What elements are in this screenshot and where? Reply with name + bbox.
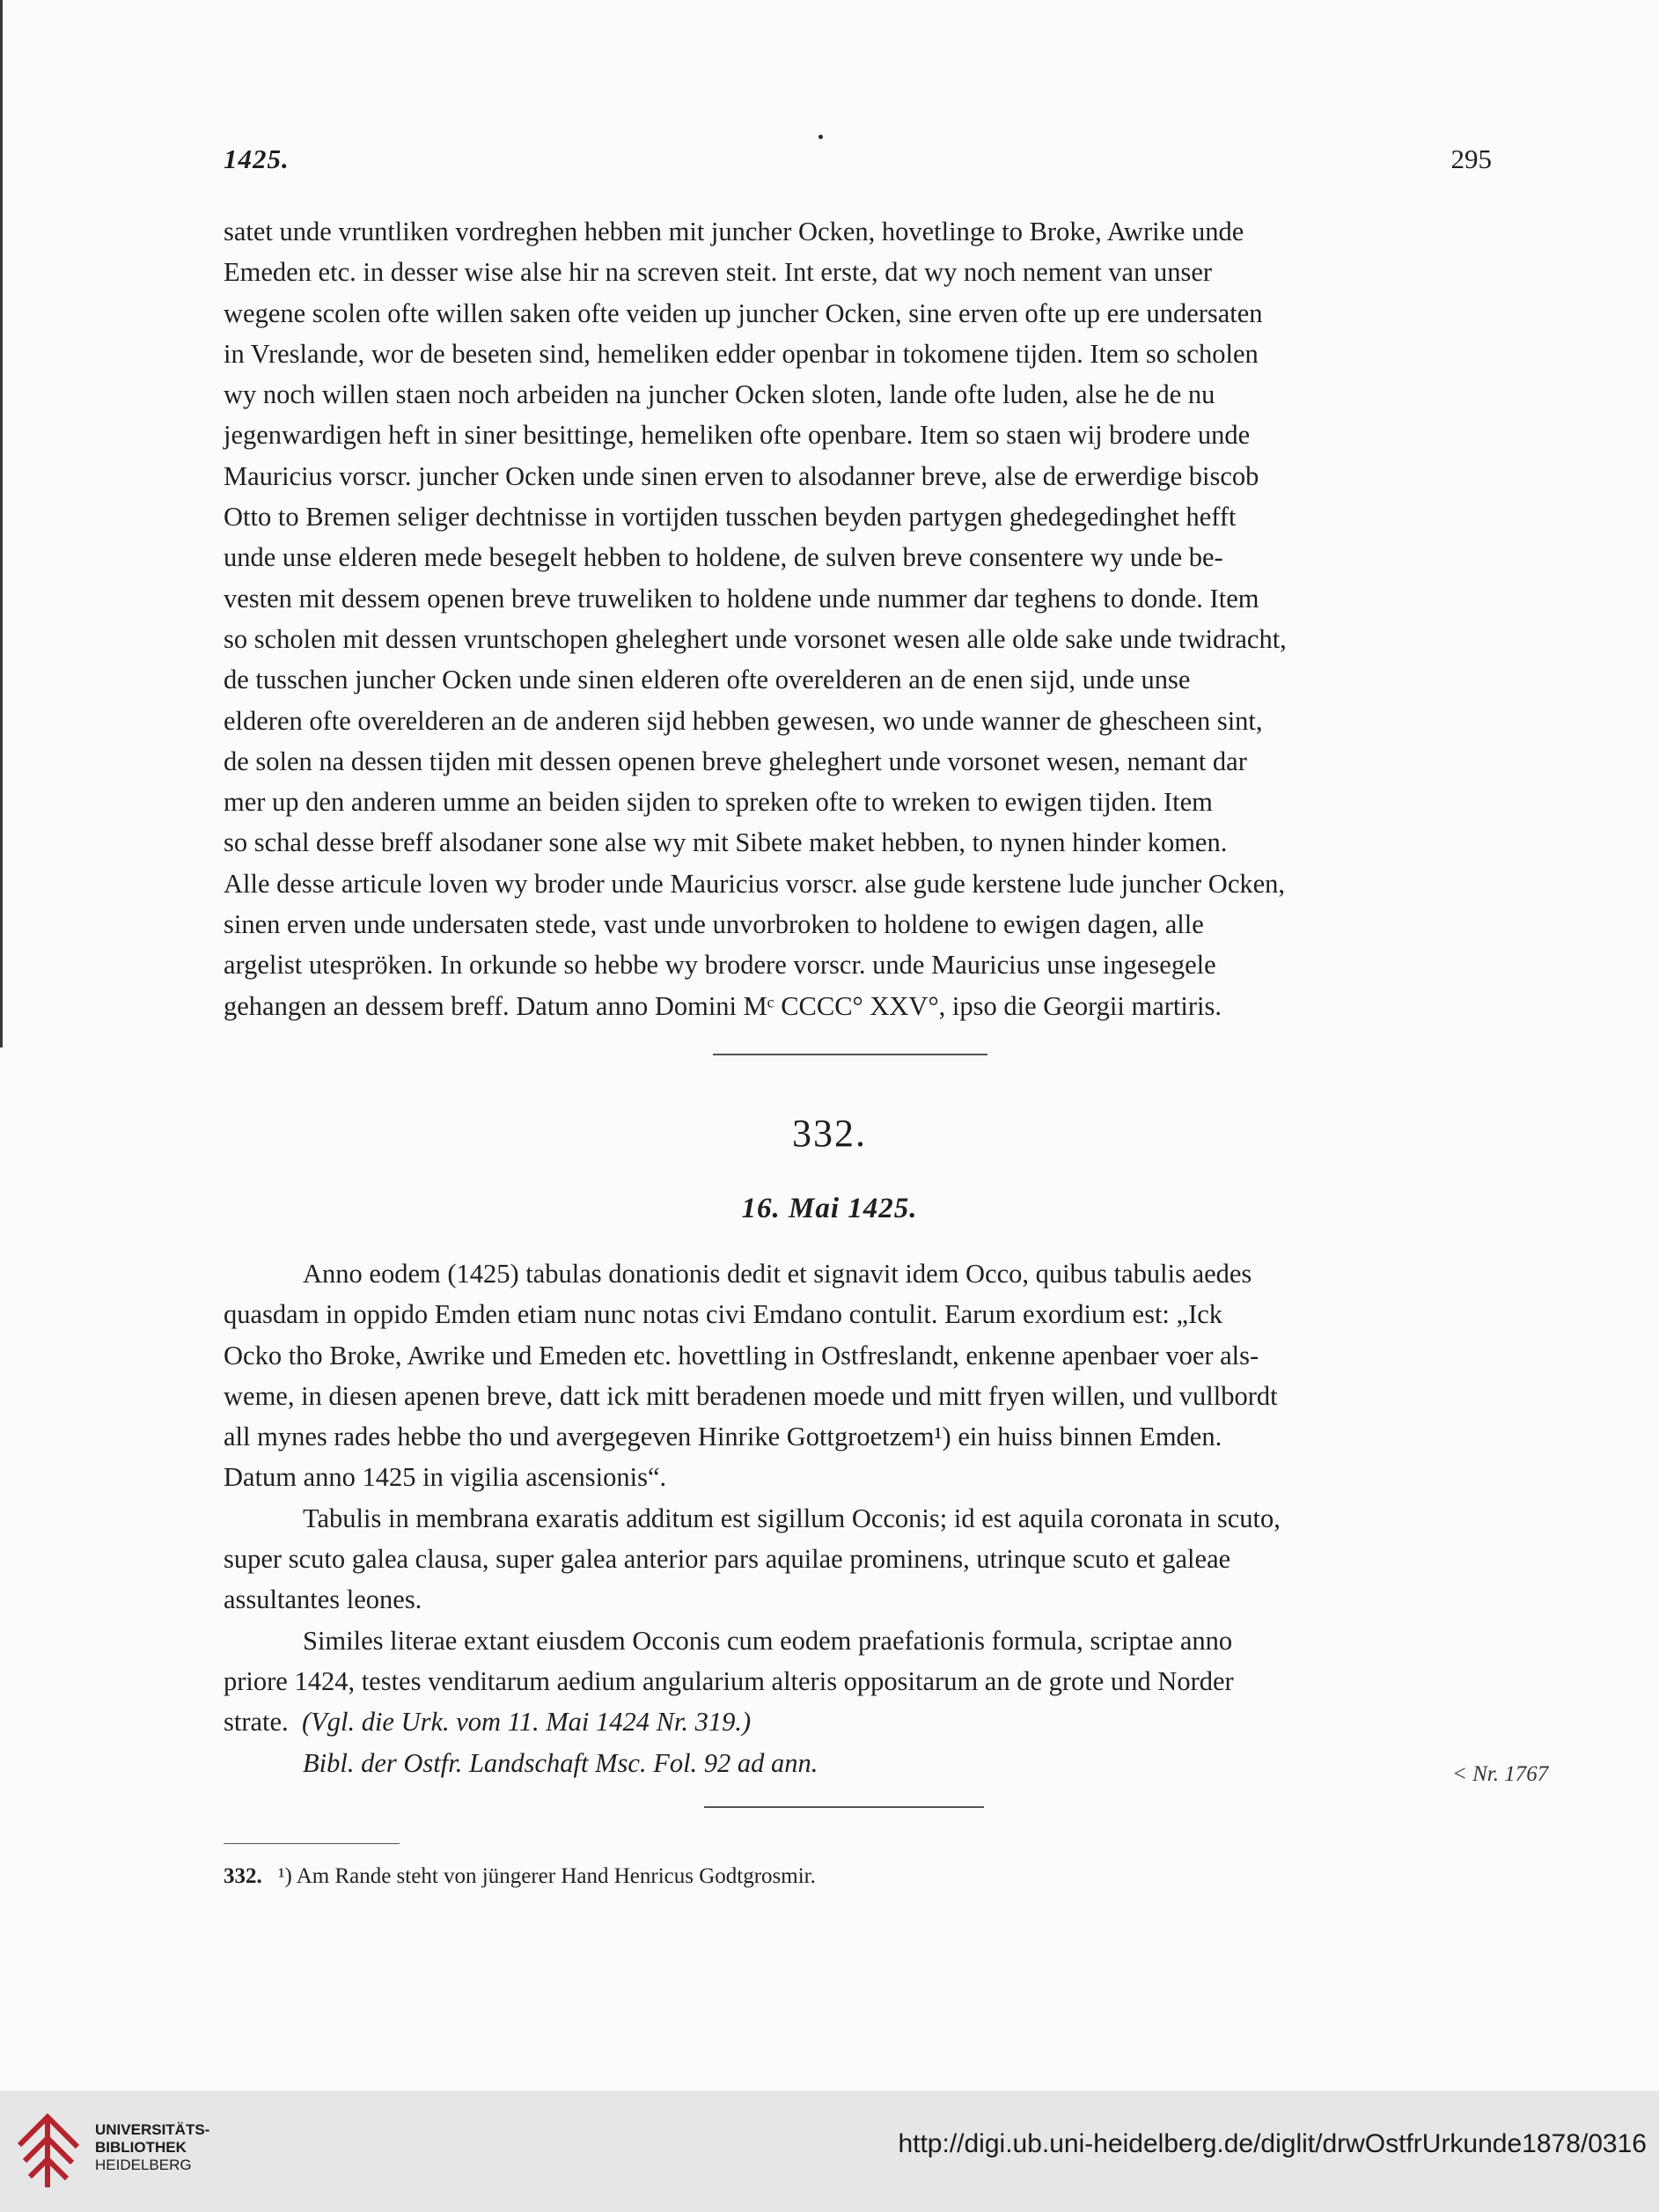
- library-line-3: HEIDELBERG: [95, 2157, 192, 2173]
- running-head-year: 1425.: [224, 143, 290, 174]
- text-line: priore 1424, testes venditarum aedium angularium alteris oppositarum an de grote und Norder: [224, 1665, 1234, 1696]
- text-line: vesten mit dessem openen breve truweliken to holdene unde nummer dar teghens to donde. Item: [224, 583, 1259, 614]
- text-fragment: strate.: [224, 1707, 289, 1738]
- text-line: wegene scolen ofte willen saken ofte veiden up juncher Ocken, sine erven ofte up ere undersaten: [224, 298, 1263, 328]
- speck-mark: [818, 135, 823, 139]
- footnote: [224, 1864, 816, 1889]
- text-line: jegenwardigen heft in siner besittinge, hemeliken ofte openbare. Item so staen wij brodere unde: [224, 420, 1251, 451]
- continuation-text: [224, 211, 1491, 1026]
- text-line: Similes literae extant eiusdem Occonis cum eodem praefationis formula, scriptae anno: [303, 1625, 1233, 1656]
- text-line: all mynes rades hebbe tho und avergegeven Hinrike Gottgroetzem¹) ein huiss binnen Emden.: [224, 1422, 1222, 1452]
- text-line: weme, in diesen apenen breve, datt ick mitt beradenen moede und mitt fryen willen, und vullbordt: [224, 1380, 1278, 1411]
- text-line: quasdam in oppido Emden etiam nunc notas civi Emdano contulit. Earum exordium est: „Ick: [224, 1299, 1223, 1330]
- section-divider: [713, 1054, 987, 1055]
- text-line: in Vreslande, wor de beseten sind, hemeliken edder openbar in tokomene tijden. Item so scholen: [224, 338, 1259, 369]
- text-line: Datum anno 1425 in vigilia ascensionis“.: [224, 1462, 667, 1493]
- text-line: argelist utespröken. In orkunde so hebbe wy brodere vorscr. unde Mauricius unse ingesegele: [224, 950, 1216, 981]
- page-edge-shadow: [0, 0, 3, 1047]
- document-date: 16. Mai 1425.: [741, 1193, 918, 1224]
- handwritten-note: < Nr. 1767: [1452, 1762, 1549, 1786]
- cross-reference: (Vgl. die Urk. vom 11. Mai 1424 Nr. 319.): [301, 1707, 752, 1738]
- text-line: satet unde vruntliken vordreghen hebben mit juncher Ocken, hovetlinge to Broke, Awrike unde: [224, 217, 1244, 246]
- text-line: super scuto galea clausa, super galea anterior pars aquilae prominens, utrinque scuto et galeae: [224, 1544, 1231, 1575]
- library-line-1: UNIVERSITÄTS-: [95, 2121, 210, 2138]
- footnote-divider: [704, 1806, 984, 1808]
- text-line: mer up den anderen umme an beiden sijden to spreken ofte to wreken to ewigen tijden. Item: [224, 787, 1213, 818]
- text-line: de tusschen juncher Ocken unde sinen elderen ofte overelderen an de enen sijd, unde unse: [224, 665, 1191, 695]
- university-library-logo-icon[interactable]: [12, 2110, 84, 2191]
- text-line: Otto to Bremen seliger dechtnisse in vortijden tusschen beyden partygen ghedegedinghet hefft: [224, 502, 1237, 533]
- permalink-url[interactable]: http://digi.ub.uni-heidelberg.de/diglit/drwOstfrUrkunde1878/0316: [898, 2129, 1647, 2158]
- text-line: Emeden etc. in desser wise alse hir na screven steit. Int erste, dat wy noch nement van unser: [224, 257, 1213, 288]
- library-name: [95, 2121, 209, 2174]
- text-line: so scholen mit dessen vruntschopen gheleghert unde vorsonet wesen alle olde sake unde twidracht,: [224, 623, 1287, 654]
- text-line: unde unse elderen mede besegelt hebben to holdene, de sulven breve consentere wy unde be-: [224, 542, 1223, 573]
- text-line: so schal desse breff alsodaner sone alse wy mit Sibete maket hebben, to nynen hinder komen.: [224, 827, 1228, 858]
- document-number: 332.: [792, 1112, 867, 1155]
- footer-bar: [0, 2091, 1659, 2212]
- text-line: wy noch willen staen noch arbeiden na juncher Ocken sloten, lande ofte luden, alse he de nu: [224, 379, 1215, 410]
- page-number: 295: [1450, 143, 1492, 174]
- document-summary: [224, 1253, 1491, 1783]
- text-line: gehangen an dessem breff. Datum anno Domini Mᶜ CCCC° XXV°, ipso die Georgii martiris.: [224, 990, 1222, 1021]
- footnote-rule: [224, 1843, 400, 1844]
- text-line: de solen na dessen tijden mit dessen openen breve gheleghert unde vorsonet wesen, nemant dar: [224, 746, 1247, 776]
- text-line: assultantes leones.: [224, 1584, 422, 1615]
- text-line: sinen erven unde undersaten stede, vast unde unvorbroken to holdene to ewigen dagen, alle: [224, 909, 1204, 940]
- text-line: elderen ofte overelderen an de anderen sijd hebben gewesen, wo unde wanner de ghescheen sint,: [224, 705, 1263, 736]
- text-line: Ocko tho Broke, Awrike und Emeden etc. hovettling in Ostfreslandt, enkenne apenbaer voer als-: [224, 1340, 1259, 1371]
- source-citation: Bibl. der Ostfr. Landschaft Msc. Fol. 92 ad ann.: [303, 1747, 818, 1778]
- text-line: [224, 1701, 1491, 1742]
- footnote-number: 332.: [224, 1864, 262, 1888]
- text-line: Alle desse articule loven wy broder unde Mauricius vorscr. alse gude kerstene lude juncher Ocken,: [224, 868, 1286, 899]
- footnote-text: ¹) Am Rande steht von jüngerer Hand Henricus Godtgrosmir.: [278, 1864, 816, 1888]
- text-line: Tabulis in membrana exaratis additum est sigillum Occonis; id est aquila coronata in scuto,: [303, 1503, 1281, 1533]
- running-head: [224, 143, 1492, 182]
- library-line-2: BIBLIOTHEK: [95, 2139, 187, 2156]
- text-line: Mauricius vorscr. juncher Ocken unde sinen erven to alsodanner breve, alse de erwerdige biscob: [224, 460, 1259, 491]
- text-line: Anno eodem (1425) tabulas donationis dedit et signavit idem Occo, quibus tabulis aedes: [303, 1259, 1252, 1289]
